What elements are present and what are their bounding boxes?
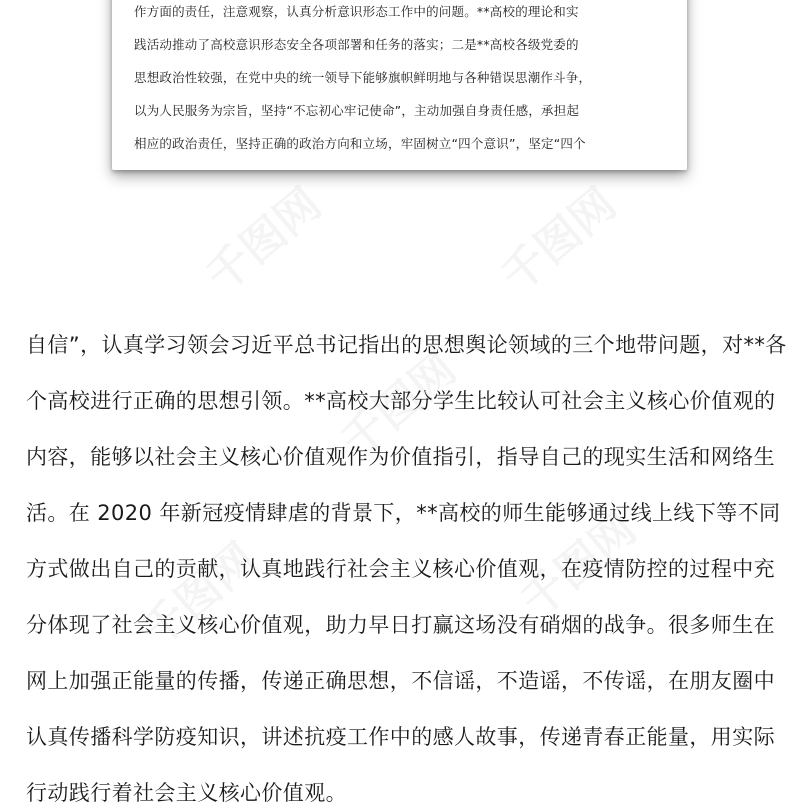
watermark-logo [485,170,627,304]
card-text-line: 以为人民服务为宗旨，坚持“不忘初心牢记使命”，主动加强自身责任感，承担起 [134,103,580,118]
body-text-line: 行动践行着社会主义核心价值观。 [26,781,347,805]
card-text-line: 践活动推动了高校意识形态安全各项部署和任务的落实；二是**高校各级党委的 [134,37,579,52]
page-preview-card [112,0,687,170]
card-text-line: 相应的政治责任，坚持正确的政治方向和立场，牢固树立“四个意识”，坚定“四个 [134,136,586,151]
card-text-line: 作方面的责任，注意观察，认真分析意识形态工作中的问题。**高校的理论和实 [134,4,579,19]
body-text-line: 内容，能够以社会主义核心价值观作为价值指引，指导自己的现实生活和网络生 [26,445,775,469]
body-text-line: 分体现了社会主义核心价值观，助力早日打赢这场没有硝烟的战争。很多师生在 [26,613,775,637]
body-text-line: 方式做出自己的贡献，认真地践行社会主义核心价值观，在疫情防控的过程中充 [26,557,775,581]
body-text-line: 个高校进行正确的思想引领。**高校大部分学生比较认可社会主义核心价值观的 [26,389,776,413]
body-text-line: 认真传播科学防疫知识，讲述抗疫工作中的感人故事，传递青春正能量，用实际 [26,725,775,749]
body-text-line: 网上加强正能量的传播，传递正确思想，不信谣，不造谣，不传谣，在朋友圈中 [26,669,775,693]
body-text-line: 活。在 2020 年新冠疫情肆虐的背景下，**高校的师生能够通过线上线下等不同 [26,501,781,525]
card-text-line: 思想政治性较强，在党中央的统一领导下能够旗帜鲜明地与各种错误思潮作斗争， [134,70,592,85]
watermark-logo [190,170,332,304]
body-text-line: 自信”，认真学习领会习近平总书记指出的思想舆论领域的三个地带问题，对**各 [26,333,787,357]
